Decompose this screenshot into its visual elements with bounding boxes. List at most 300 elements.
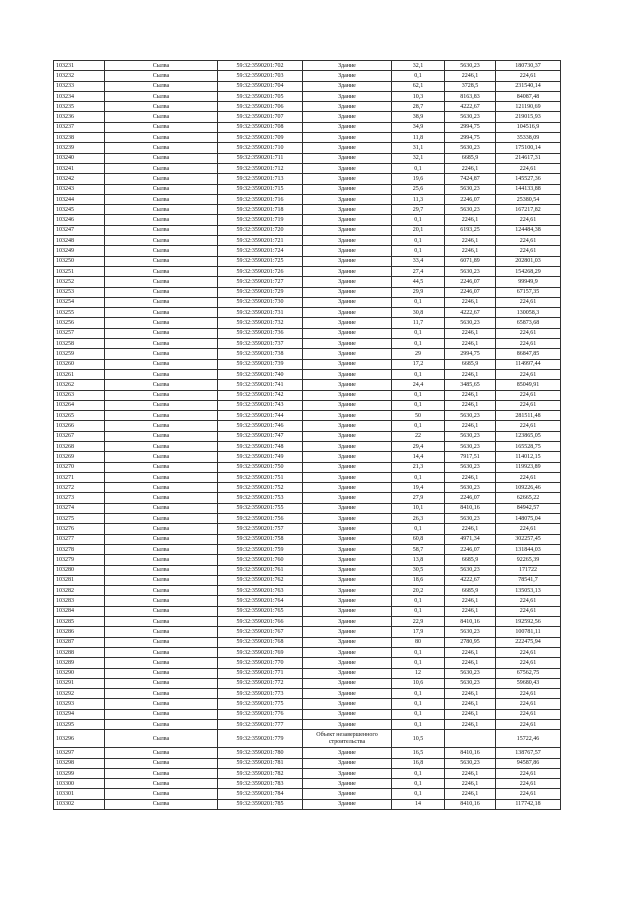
row-number-cell: 103270 xyxy=(54,462,105,472)
cadastral-value-cell: 224,61 xyxy=(496,606,561,616)
table-row xyxy=(54,699,561,709)
cadastral-number-cell: 59:32:3590201:775 xyxy=(218,699,303,709)
area-cell: 0,1 xyxy=(392,699,445,709)
object-type-cell: Здание xyxy=(303,266,392,276)
area-cell: 25,6 xyxy=(392,184,445,194)
unit-value-cell: 5630,23 xyxy=(445,565,496,575)
cadastral-value-cell: 121190,69 xyxy=(496,102,561,112)
locality-cell: Сылва xyxy=(105,153,218,163)
object-type-cell: Здание xyxy=(303,758,392,768)
table-row xyxy=(54,91,561,101)
area-cell: 27,4 xyxy=(392,266,445,276)
area-cell: 18,6 xyxy=(392,575,445,585)
area-cell: 13,8 xyxy=(392,555,445,565)
area-cell: 50 xyxy=(392,411,445,421)
cadastral-value-cell: 114997,44 xyxy=(496,359,561,369)
locality-cell: Сылва xyxy=(105,758,218,768)
unit-value-cell: 2246,1 xyxy=(445,215,496,225)
object-type-cell: Здание xyxy=(303,606,392,616)
unit-value-cell: 5630,23 xyxy=(445,143,496,153)
area-cell: 20,2 xyxy=(392,586,445,596)
cadastral-number-cell: 59:32:3590201:749 xyxy=(218,452,303,462)
cadastral-number-cell: 59:32:3590201:738 xyxy=(218,349,303,359)
area-cell: 21,3 xyxy=(392,462,445,472)
cadastral-number-cell: 59:32:3590201:779 xyxy=(218,730,303,748)
row-number-cell: 103279 xyxy=(54,555,105,565)
cadastral-value-cell: 222475,94 xyxy=(496,637,561,647)
area-cell: 14,4 xyxy=(392,452,445,462)
locality-cell: Сылва xyxy=(105,61,218,71)
row-number-cell: 103239 xyxy=(54,143,105,153)
cadastral-value-cell: 78541,7 xyxy=(496,575,561,585)
cadastral-number-cell: 59:32:3590201:711 xyxy=(218,153,303,163)
row-number-cell: 103298 xyxy=(54,758,105,768)
table-row xyxy=(54,400,561,410)
object-type-cell: Здание xyxy=(303,658,392,668)
locality-cell: Сылва xyxy=(105,380,218,390)
object-type-cell: Здание xyxy=(303,400,392,410)
cadastral-value-cell: 86847,85 xyxy=(496,349,561,359)
table-row xyxy=(54,133,561,143)
cadastral-value-cell: 224,61 xyxy=(496,709,561,719)
locality-cell: Сылва xyxy=(105,483,218,493)
table-row xyxy=(54,668,561,678)
cadastral-number-cell: 59:32:3590201:769 xyxy=(218,647,303,657)
cadastral-number-cell: 59:32:3590201:730 xyxy=(218,297,303,307)
unit-value-cell: 6071,89 xyxy=(445,256,496,266)
unit-value-cell: 5630,23 xyxy=(445,411,496,421)
area-cell: 0,1 xyxy=(392,596,445,606)
unit-value-cell: 2246,1 xyxy=(445,236,496,246)
locality-cell: Сылва xyxy=(105,709,218,719)
object-type-cell: Здание xyxy=(303,575,392,585)
table-row xyxy=(54,606,561,616)
row-number-cell: 103286 xyxy=(54,627,105,637)
object-type-cell: Здание xyxy=(303,678,392,688)
table-row xyxy=(54,225,561,235)
row-number-cell: 103252 xyxy=(54,277,105,287)
area-cell: 0,1 xyxy=(392,236,445,246)
area-cell: 33,4 xyxy=(392,256,445,266)
table-row xyxy=(54,339,561,349)
table-row xyxy=(54,246,561,256)
area-cell: 20,1 xyxy=(392,225,445,235)
cadastral-value-cell: 224,61 xyxy=(496,768,561,778)
table-row xyxy=(54,411,561,421)
row-number-cell: 103241 xyxy=(54,163,105,173)
table-row xyxy=(54,287,561,297)
table-row xyxy=(54,472,561,482)
unit-value-cell: 6685,9 xyxy=(445,359,496,369)
locality-cell: Сылва xyxy=(105,184,218,194)
cadastral-value-cell: 224,61 xyxy=(496,236,561,246)
property-table-body xyxy=(54,61,561,810)
locality-cell: Сылва xyxy=(105,678,218,688)
locality-cell: Сылва xyxy=(105,699,218,709)
locality-cell: Сылва xyxy=(105,328,218,338)
object-type-cell: Здание xyxy=(303,194,392,204)
unit-value-cell: 6685,9 xyxy=(445,153,496,163)
row-number-cell: 103262 xyxy=(54,380,105,390)
row-number-cell: 103238 xyxy=(54,133,105,143)
locality-cell: Сылва xyxy=(105,575,218,585)
object-type-cell: Здание xyxy=(303,225,392,235)
unit-value-cell: 4222,67 xyxy=(445,308,496,318)
table-row xyxy=(54,779,561,789)
locality-cell: Сылва xyxy=(105,730,218,748)
unit-value-cell: 6193,25 xyxy=(445,225,496,235)
cadastral-value-cell: 131844,03 xyxy=(496,544,561,554)
unit-value-cell: 2994,75 xyxy=(445,133,496,143)
cadastral-number-cell: 59:32:3590201:715 xyxy=(218,184,303,194)
unit-value-cell: 2246,07 xyxy=(445,493,496,503)
unit-value-cell: 4222,67 xyxy=(445,575,496,585)
cadastral-number-cell: 59:32:3590201:751 xyxy=(218,472,303,482)
unit-value-cell: 8410,16 xyxy=(445,503,496,513)
area-cell: 0,1 xyxy=(392,689,445,699)
area-cell: 0,1 xyxy=(392,297,445,307)
unit-value-cell: 5630,23 xyxy=(445,205,496,215)
table-row xyxy=(54,689,561,699)
object-type-cell: Здание xyxy=(303,483,392,493)
unit-value-cell: 5630,23 xyxy=(445,184,496,194)
cadastral-number-cell: 59:32:3590201:764 xyxy=(218,596,303,606)
row-number-cell: 103231 xyxy=(54,61,105,71)
cadastral-value-cell: 214617,31 xyxy=(496,153,561,163)
object-type-cell: Здание xyxy=(303,359,392,369)
table-row xyxy=(54,493,561,503)
cadastral-number-cell: 59:32:3590201:729 xyxy=(218,287,303,297)
table-row xyxy=(54,799,561,809)
cadastral-number-cell: 59:32:3590201:784 xyxy=(218,789,303,799)
unit-value-cell: 3728,5 xyxy=(445,81,496,91)
cadastral-value-cell: 100781,11 xyxy=(496,627,561,637)
table-row xyxy=(54,122,561,132)
object-type-cell: Здание xyxy=(303,122,392,132)
area-cell: 0,1 xyxy=(392,246,445,256)
cadastral-value-cell: 224,61 xyxy=(496,297,561,307)
table-row xyxy=(54,709,561,719)
object-type-cell: Здание xyxy=(303,349,392,359)
object-type-cell: Здание xyxy=(303,637,392,647)
table-row xyxy=(54,462,561,472)
cadastral-number-cell: 59:32:3590201:731 xyxy=(218,308,303,318)
row-number-cell: 103263 xyxy=(54,390,105,400)
locality-cell: Сылва xyxy=(105,768,218,778)
row-number-cell: 103289 xyxy=(54,658,105,668)
area-cell: 38,9 xyxy=(392,112,445,122)
area-cell: 0,1 xyxy=(392,606,445,616)
row-number-cell: 103265 xyxy=(54,411,105,421)
cadastral-value-cell: 165528,75 xyxy=(496,441,561,451)
cadastral-number-cell: 59:32:3590201:740 xyxy=(218,369,303,379)
locality-cell: Сылва xyxy=(105,102,218,112)
table-row xyxy=(54,483,561,493)
area-cell: 0,1 xyxy=(392,524,445,534)
cadastral-value-cell: 224,61 xyxy=(496,400,561,410)
area-cell: 11,3 xyxy=(392,194,445,204)
locality-cell: Сылва xyxy=(105,596,218,606)
row-number-cell: 103251 xyxy=(54,266,105,276)
object-type-cell: Здание xyxy=(303,709,392,719)
area-cell: 0,1 xyxy=(392,789,445,799)
unit-value-cell: 2780,95 xyxy=(445,637,496,647)
cadastral-number-cell: 59:32:3590201:752 xyxy=(218,483,303,493)
cadastral-value-cell: 224,61 xyxy=(496,689,561,699)
row-number-cell: 103284 xyxy=(54,606,105,616)
cadastral-number-cell: 59:32:3590201:783 xyxy=(218,779,303,789)
locality-cell: Сылва xyxy=(105,789,218,799)
row-number-cell: 103268 xyxy=(54,441,105,451)
area-cell: 17,2 xyxy=(392,359,445,369)
unit-value-cell: 2246,1 xyxy=(445,421,496,431)
row-number-cell: 103282 xyxy=(54,586,105,596)
area-cell: 19,6 xyxy=(392,174,445,184)
area-cell: 0,1 xyxy=(392,709,445,719)
cadastral-value-cell: 302257,45 xyxy=(496,534,561,544)
unit-value-cell: 2246,1 xyxy=(445,689,496,699)
cadastral-value-cell: 85049,91 xyxy=(496,380,561,390)
locality-cell: Сылва xyxy=(105,246,218,256)
table-row xyxy=(54,277,561,287)
cadastral-number-cell: 59:32:3590201:768 xyxy=(218,637,303,647)
locality-cell: Сылва xyxy=(105,617,218,627)
row-number-cell: 103264 xyxy=(54,400,105,410)
table-row xyxy=(54,102,561,112)
cadastral-value-cell: 231540,14 xyxy=(496,81,561,91)
table-row xyxy=(54,575,561,585)
locality-cell: Сылва xyxy=(105,215,218,225)
locality-cell: Сылва xyxy=(105,318,218,328)
row-number-cell: 103302 xyxy=(54,799,105,809)
area-cell: 29 xyxy=(392,349,445,359)
area-cell: 29,7 xyxy=(392,205,445,215)
row-number-cell: 103278 xyxy=(54,544,105,554)
unit-value-cell: 5630,23 xyxy=(445,112,496,122)
unit-value-cell: 5630,23 xyxy=(445,627,496,637)
area-cell: 60,8 xyxy=(392,534,445,544)
cadastral-number-cell: 59:32:3590201:739 xyxy=(218,359,303,369)
object-type-cell: Здание xyxy=(303,61,392,71)
row-number-cell: 103245 xyxy=(54,205,105,215)
cadastral-number-cell: 59:32:3590201:727 xyxy=(218,277,303,287)
row-number-cell: 103253 xyxy=(54,287,105,297)
cadastral-value-cell: 130058,3 xyxy=(496,308,561,318)
unit-value-cell: 2246,1 xyxy=(445,369,496,379)
table-row xyxy=(54,390,561,400)
table-row xyxy=(54,71,561,81)
cadastral-value-cell: 224,61 xyxy=(496,596,561,606)
area-cell: 0,1 xyxy=(392,768,445,778)
area-cell: 0,1 xyxy=(392,400,445,410)
unit-value-cell: 5630,23 xyxy=(445,441,496,451)
unit-value-cell: 2246,1 xyxy=(445,472,496,482)
row-number-cell: 103254 xyxy=(54,297,105,307)
cadastral-number-cell: 59:32:3590201:782 xyxy=(218,768,303,778)
cadastral-value-cell: 224,61 xyxy=(496,328,561,338)
row-number-cell: 103267 xyxy=(54,431,105,441)
cadastral-value-cell: 167217,82 xyxy=(496,205,561,215)
object-type-cell: Здание xyxy=(303,390,392,400)
table-row xyxy=(54,441,561,451)
unit-value-cell: 2246,1 xyxy=(445,390,496,400)
area-cell: 0,1 xyxy=(392,339,445,349)
cadastral-number-cell: 59:32:3590201:785 xyxy=(218,799,303,809)
locality-cell: Сылва xyxy=(105,689,218,699)
cadastral-number-cell: 59:32:3590201:761 xyxy=(218,565,303,575)
table-row xyxy=(54,194,561,204)
object-type-cell: Здание xyxy=(303,596,392,606)
cadastral-number-cell: 59:32:3590201:748 xyxy=(218,441,303,451)
row-number-cell: 103296 xyxy=(54,730,105,748)
locality-cell: Сылва xyxy=(105,339,218,349)
row-number-cell: 103292 xyxy=(54,689,105,699)
cadastral-value-cell: 123865,05 xyxy=(496,431,561,441)
unit-value-cell: 4971,34 xyxy=(445,534,496,544)
object-type-cell: Здание xyxy=(303,174,392,184)
unit-value-cell: 2246,07 xyxy=(445,277,496,287)
cadastral-number-cell: 59:32:3590201:743 xyxy=(218,400,303,410)
cadastral-number-cell: 59:32:3590201:709 xyxy=(218,133,303,143)
table-row xyxy=(54,789,561,799)
object-type-cell: Здание xyxy=(303,617,392,627)
row-number-cell: 103295 xyxy=(54,720,105,730)
row-number-cell: 103235 xyxy=(54,102,105,112)
locality-cell: Сылва xyxy=(105,544,218,554)
cadastral-value-cell: 281511,48 xyxy=(496,411,561,421)
locality-cell: Сылва xyxy=(105,277,218,287)
cadastral-value-cell: 144133,88 xyxy=(496,184,561,194)
area-cell: 16,5 xyxy=(392,748,445,758)
unit-value-cell: 3485,65 xyxy=(445,380,496,390)
object-type-cell: Здание xyxy=(303,534,392,544)
object-type-cell: Здание xyxy=(303,297,392,307)
table-row xyxy=(54,596,561,606)
unit-value-cell: 5630,23 xyxy=(445,483,496,493)
object-type-cell: Здание xyxy=(303,102,392,112)
cadastral-number-cell: 59:32:3590201:706 xyxy=(218,102,303,112)
cadastral-value-cell: 224,61 xyxy=(496,339,561,349)
locality-cell: Сылва xyxy=(105,174,218,184)
row-number-cell: 103255 xyxy=(54,308,105,318)
cadastral-value-cell: 224,61 xyxy=(496,524,561,534)
locality-cell: Сылва xyxy=(105,431,218,441)
cadastral-value-cell: 224,61 xyxy=(496,71,561,81)
area-cell: 0,1 xyxy=(392,647,445,657)
cadastral-number-cell: 59:32:3590201:746 xyxy=(218,421,303,431)
table-row xyxy=(54,503,561,513)
cadastral-value-cell: 138767,57 xyxy=(496,748,561,758)
table-row xyxy=(54,308,561,318)
area-cell: 29,9 xyxy=(392,287,445,297)
row-number-cell: 103280 xyxy=(54,565,105,575)
cadastral-number-cell: 59:32:3590201:705 xyxy=(218,91,303,101)
unit-value-cell: 5630,23 xyxy=(445,678,496,688)
unit-value-cell: 2246,1 xyxy=(445,328,496,338)
object-type-cell: Здание xyxy=(303,143,392,153)
table-row xyxy=(54,318,561,328)
unit-value-cell: 2246,1 xyxy=(445,789,496,799)
area-cell: 32,1 xyxy=(392,61,445,71)
area-cell: 22,9 xyxy=(392,617,445,627)
row-number-cell: 103258 xyxy=(54,339,105,349)
table-row xyxy=(54,452,561,462)
table-row xyxy=(54,184,561,194)
cadastral-value-cell: 15722,46 xyxy=(496,730,561,748)
object-type-cell: Здание xyxy=(303,112,392,122)
locality-cell: Сылва xyxy=(105,205,218,215)
row-number-cell: 103275 xyxy=(54,514,105,524)
unit-value-cell: 2246,1 xyxy=(445,699,496,709)
locality-cell: Сылва xyxy=(105,163,218,173)
unit-value-cell: 2246,1 xyxy=(445,71,496,81)
row-number-cell: 103248 xyxy=(54,236,105,246)
locality-cell: Сылва xyxy=(105,421,218,431)
locality-cell: Сылва xyxy=(105,143,218,153)
cadastral-value-cell: 84942,57 xyxy=(496,503,561,513)
cadastral-number-cell: 59:32:3590201:724 xyxy=(218,246,303,256)
unit-value-cell: 2246,1 xyxy=(445,163,496,173)
cadastral-number-cell: 59:32:3590201:765 xyxy=(218,606,303,616)
cadastral-number-cell: 59:32:3590201:756 xyxy=(218,514,303,524)
area-cell: 32,1 xyxy=(392,153,445,163)
object-type-cell: Здание xyxy=(303,544,392,554)
cadastral-number-cell: 59:32:3590201:763 xyxy=(218,586,303,596)
row-number-cell: 103234 xyxy=(54,91,105,101)
object-type-cell: Здание xyxy=(303,503,392,513)
cadastral-number-cell: 59:32:3590201:771 xyxy=(218,668,303,678)
unit-value-cell: 5630,23 xyxy=(445,514,496,524)
area-cell: 0,1 xyxy=(392,472,445,482)
table-row xyxy=(54,617,561,627)
unit-value-cell: 2246,1 xyxy=(445,246,496,256)
object-type-cell: Здание xyxy=(303,91,392,101)
unit-value-cell: 2246,1 xyxy=(445,709,496,719)
cadastral-number-cell: 59:32:3590201:762 xyxy=(218,575,303,585)
table-row xyxy=(54,534,561,544)
cadastral-number-cell: 59:32:3590201:758 xyxy=(218,534,303,544)
unit-value-cell: 8163,83 xyxy=(445,91,496,101)
object-type-cell: Здание xyxy=(303,287,392,297)
row-number-cell: 103294 xyxy=(54,709,105,719)
locality-cell: Сылва xyxy=(105,441,218,451)
cadastral-number-cell: 59:32:3590201:747 xyxy=(218,431,303,441)
cadastral-number-cell: 59:32:3590201:780 xyxy=(218,748,303,758)
object-type-cell: Здание xyxy=(303,647,392,657)
table-row xyxy=(54,586,561,596)
cadastral-number-cell: 59:32:3590201:718 xyxy=(218,205,303,215)
area-cell: 10,3 xyxy=(392,91,445,101)
row-number-cell: 103274 xyxy=(54,503,105,513)
object-type-cell: Здание xyxy=(303,153,392,163)
cadastral-value-cell: 65873,68 xyxy=(496,318,561,328)
unit-value-cell: 4222,67 xyxy=(445,102,496,112)
cadastral-number-cell: 59:32:3590201:707 xyxy=(218,112,303,122)
unit-value-cell: 2246,1 xyxy=(445,779,496,789)
object-type-cell: Здание xyxy=(303,236,392,246)
cadastral-number-cell: 59:32:3590201:741 xyxy=(218,380,303,390)
row-number-cell: 103290 xyxy=(54,668,105,678)
unit-value-cell: 5630,23 xyxy=(445,462,496,472)
table-row xyxy=(54,380,561,390)
area-cell: 19,4 xyxy=(392,483,445,493)
unit-value-cell: 2246,1 xyxy=(445,647,496,657)
table-row xyxy=(54,266,561,276)
area-cell: 0,1 xyxy=(392,71,445,81)
row-number-cell: 103297 xyxy=(54,748,105,758)
area-cell: 29,4 xyxy=(392,441,445,451)
row-number-cell: 103232 xyxy=(54,71,105,81)
